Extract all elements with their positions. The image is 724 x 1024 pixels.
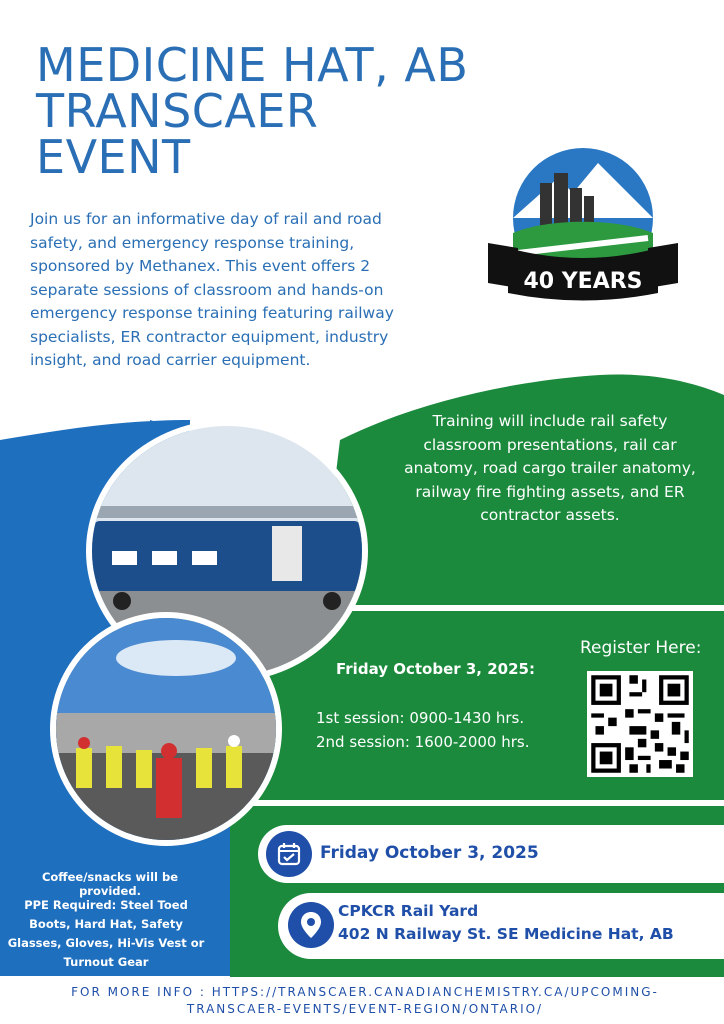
event-date: Friday October 3, 2025 [320,843,539,863]
register-label: Register Here: [580,638,702,658]
coffee-note: Coffee/snacks will be provided. [41,870,179,898]
session-1: 1st session: 0900-1430 hrs. [316,709,525,727]
transcaer-40-years-logo [478,148,688,308]
venue-address: 402 N Railway St. SE Medicine Hat, AB [338,925,674,943]
intro-paragraph: Join us for an informative day of rail and road safety, and emergency response training, sponsored by Methanex. This event offers 2 separate sessions of classroom and hands-on emergency response training featuring railway specialists, ER contractor equipment, industry insight, and road carrier equipment. [30,210,394,369]
venue-name: CPKCR Rail Yard [338,902,479,920]
ppe-note: PPE Required: Steel Toed Boots, Hard Hat, Safety Glasses, Gloves, Hi-Vis Vest or Turnout Gear [7,898,205,969]
logo-banner-text: 40 YEARS [523,269,643,294]
footer-line-2: TRANSCAER-EVENTS/EVENT-REGION/ONTARIO/ [186,1002,544,1016]
register-qr-code[interactable] [587,671,693,777]
title-line-1: MEDICINE HAT, AB [36,38,469,92]
calendar-icon [266,831,312,877]
location-pin-icon [288,902,334,948]
training-description: Training will include rail safety classroom presentations, rail car anatomy, road cargo trailer anatomy, railway fire fighting assets, and ER contractor assets. [404,412,696,524]
footer-more-info[interactable] [40,984,690,1018]
footer-line-1: FOR MORE INFO : HTTPS://TRANSCAER.CANADIANCHEMISTRY.CA/UPCOMING- [71,985,659,999]
session-2: 2nd session: 1600-2000 hrs. [316,733,530,751]
title-line-2: TRANSCAER [36,84,319,138]
title-line-3: EVENT [36,130,191,184]
responders-photo [50,612,282,846]
session-date: Friday October 3, 2025: [336,660,535,678]
